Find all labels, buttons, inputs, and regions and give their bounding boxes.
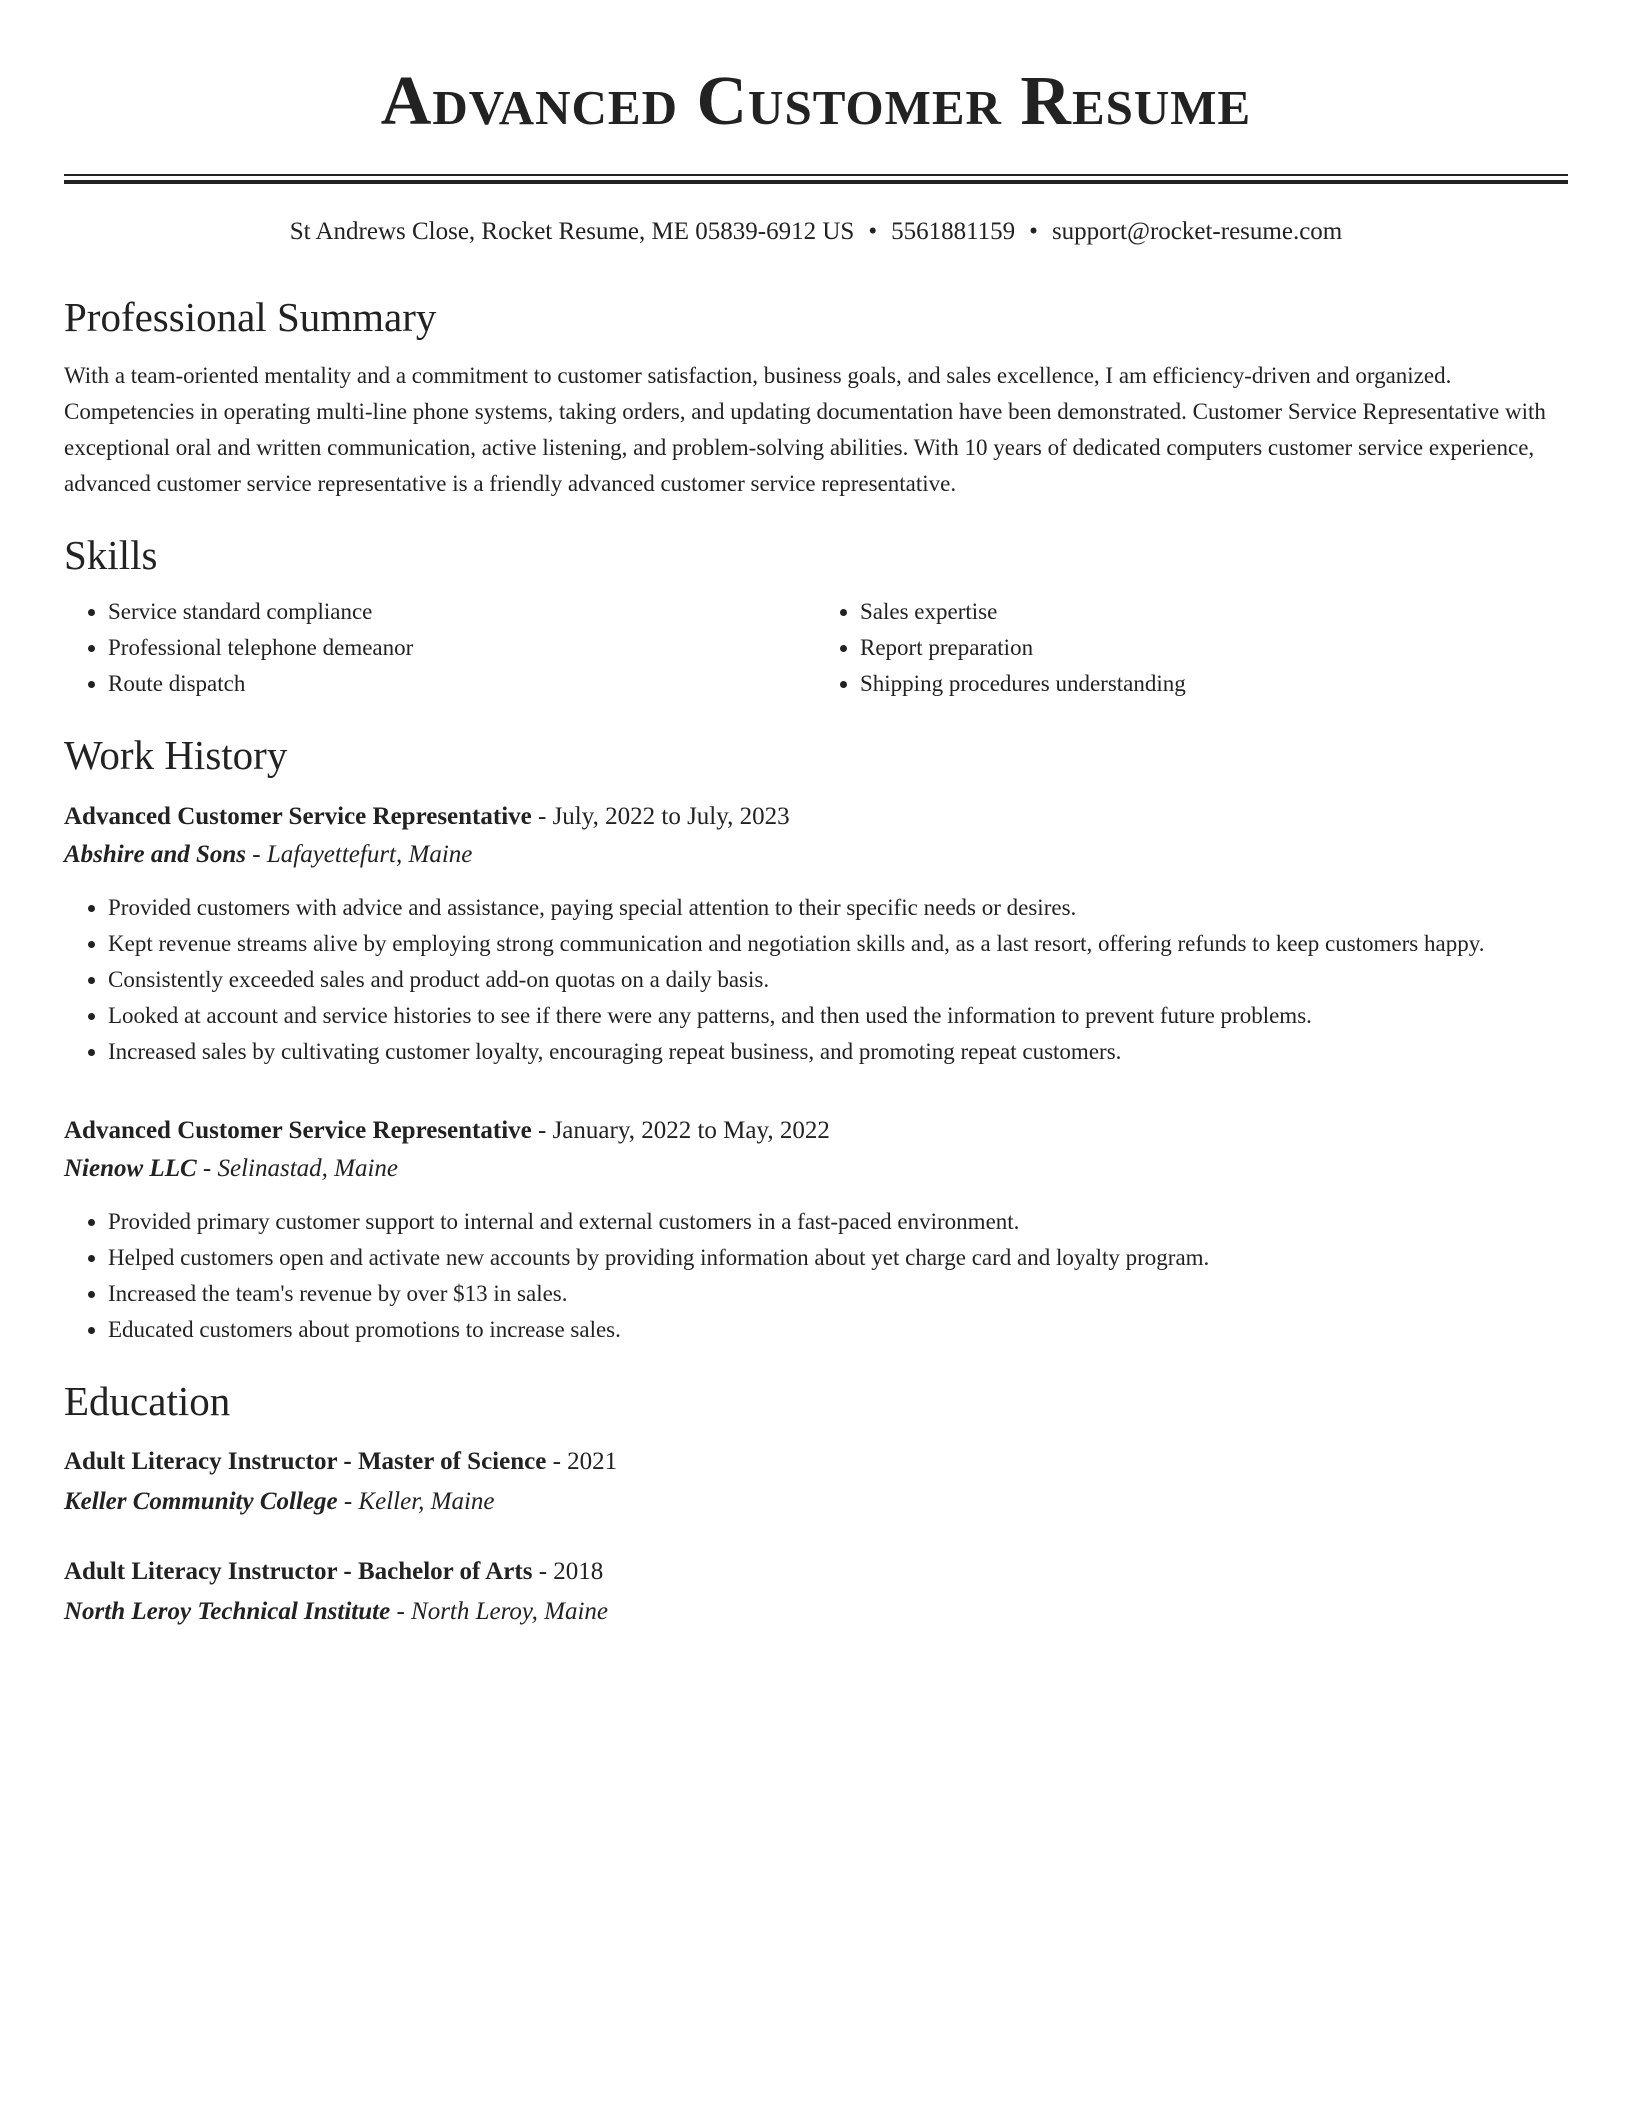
skills-heading: Skills (64, 532, 158, 578)
education-year: - 2021 (546, 1448, 618, 1475)
contact-separator: • (868, 218, 878, 245)
job-bullet: • Provided primary customer support to internal and external customers in a fast-paced environment. (108, 1204, 1568, 1240)
skill-item: • Service standard compliance (108, 594, 816, 630)
job-location: - Selinastad, Maine (196, 1155, 399, 1182)
education-header (64, 1442, 1568, 1482)
job-entry (64, 1112, 1568, 1348)
education-year: - 2018 (532, 1558, 604, 1585)
job-bullets (64, 890, 1568, 1070)
contact-email: support@rocket-resume.com (1051, 218, 1343, 245)
job-dates: - July, 2022 to July, 2023 (531, 803, 790, 830)
job-bullet: • Kept revenue streams alive by employing strong communication and negotiation skills and, as a last resort, offering refunds to keep customers happy. (108, 926, 1568, 962)
job-entry (64, 798, 1568, 1070)
education-degree: Adult Literacy Instructor - Master of Science (64, 1448, 547, 1475)
contact-separator: • (1029, 218, 1038, 245)
job-company-line (64, 1150, 1568, 1188)
education-school-line (64, 1482, 1568, 1522)
contact-phone: 5561881159 (891, 218, 1016, 245)
skills-column-right (816, 594, 1568, 702)
skill-item: • Route dispatch (108, 666, 816, 702)
job-title: Advanced Customer Service Representative (64, 803, 532, 830)
skills-list (64, 594, 1568, 702)
job-bullets (64, 1204, 1568, 1348)
education-location: - North Leroy, Maine (390, 1598, 608, 1625)
education-header (64, 1552, 1568, 1592)
job-header (64, 1112, 1568, 1150)
job-bullet: • Consistently exceeded sales and product add-on quotas on a daily basis. (108, 962, 1568, 998)
education-degree: Adult Literacy Instructor - Bachelor of Arts (64, 1558, 533, 1585)
job-location: - Lafayettefurt, Maine (246, 841, 473, 868)
skill-item: • Sales expertise (860, 594, 1568, 630)
job-bullet: • Provided customers with advice and assistance, paying special attention to their specific needs or desires. (108, 890, 1568, 926)
education-school: Keller Community College (64, 1488, 338, 1515)
resume-title: Advanced Customer Resume (380, 63, 1252, 140)
title-divider (64, 174, 1568, 184)
summary-text: With a team-oriented mentality and a commitment to customer satisfaction, business goals, and sales excellence, I am efficiency-driven and organized. Competencies in operating multi-line phone systems, taking orders, and updating documentation have been demonstrated. Customer Service Representative with exceptional oral and written communication, active listening, and problem-solving abilities. With 10 years of dedicated computers customer service experience, advanced customer service representative is a friendly advanced customer service representative. (64, 363, 1546, 496)
job-dates: - January, 2022 to May, 2022 (531, 1117, 830, 1144)
summary-heading: Professional Summary (64, 294, 437, 340)
job-company: Nienow LLC (64, 1155, 197, 1182)
contact-line (64, 216, 1568, 248)
job-title: Advanced Customer Service Representative (64, 1117, 532, 1144)
education-heading: Education (64, 1378, 231, 1424)
skills-column-left (64, 594, 816, 702)
education-entry (64, 1442, 1568, 1522)
contact-address: St Andrews Close, Rocket Resume, ME 05839-6912 US (289, 218, 855, 245)
education-school: North Leroy Technical Institute (64, 1598, 391, 1625)
skill-item: • Shipping procedures understanding (860, 666, 1568, 702)
work-history-heading: Work History (64, 732, 288, 778)
job-bullet: • Educated customers about promotions to increase sales. (108, 1312, 1568, 1348)
skill-item: • Report preparation (860, 630, 1568, 666)
job-header (64, 798, 1568, 836)
job-bullet: • Looked at account and service histories to see if there were any patterns, and then used the information to prevent future problems. (108, 998, 1568, 1034)
job-bullet: • Helped customers open and activate new accounts by providing information about yet charge card and loyalty program. (108, 1240, 1568, 1276)
skill-item: • Professional telephone demeanor (108, 630, 816, 666)
job-company-line (64, 836, 1568, 874)
job-company: Abshire and Sons (64, 841, 247, 868)
job-bullet: • Increased the team's revenue by over $13 in sales. (108, 1276, 1568, 1312)
education-school-line (64, 1592, 1568, 1632)
job-bullet: • Increased sales by cultivating customer loyalty, encouraging repeat business, and promoting repeat customers. (108, 1034, 1568, 1070)
education-location: - Keller, Maine (337, 1488, 495, 1515)
education-entry (64, 1552, 1568, 1632)
